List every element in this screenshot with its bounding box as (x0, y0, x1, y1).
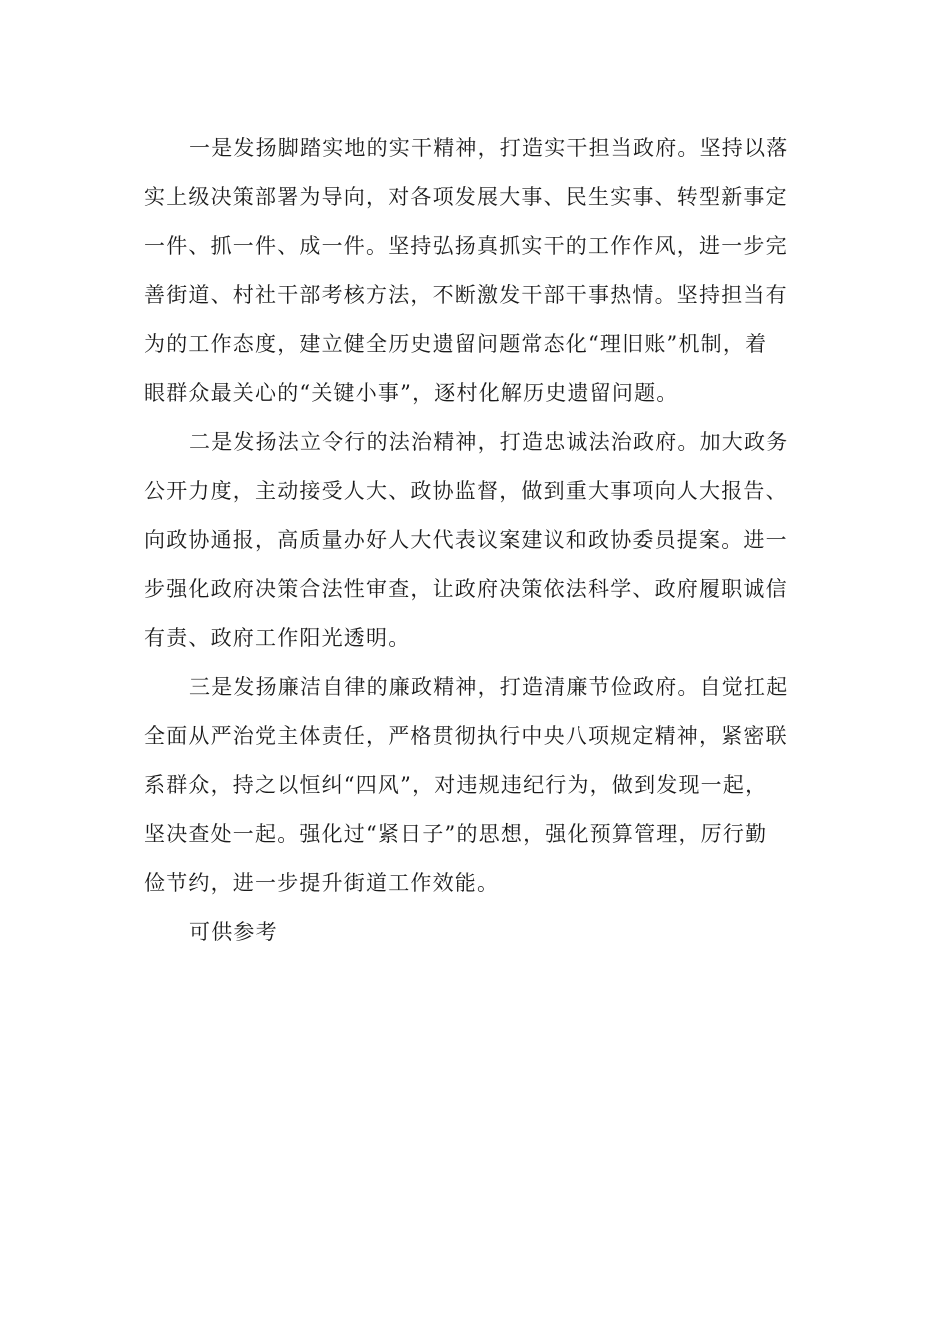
paragraph-line: 三是发扬廉洁自律的廉政精神，打造清廉节俭政府。自觉扛起 (189, 675, 789, 699)
paragraph-line: 俭节约，进一步提升街道工作效能。 (144, 871, 500, 895)
paragraph-line: 公开力度，主动接受人大、政协监督，做到重大事项向人大报告、 (144, 479, 788, 503)
paragraph-line: 二是发扬法立令行的法治精神，打造忠诚法治政府。加大政务 (189, 430, 789, 454)
paragraph-line: 步强化政府决策合法性审查，让政府决策依法科学、政府履职诚信 (144, 577, 788, 601)
paragraph-line: 系群众，持之以恒纠“四风”，对违规违纪行为，做到发现一起， (144, 773, 768, 797)
paragraph-line: 全面从严治党主体责任，严格贯彻执行中央八项规定精神，紧密联 (144, 724, 788, 748)
paragraph-1 (144, 124, 794, 418)
paragraph-line: 一是发扬脚踏实地的实干精神，打造实干担当政府。坚持以落 (189, 136, 789, 160)
paragraph-line: 有责、政府工作阳光透明。 (144, 626, 411, 650)
paragraph-2 (144, 418, 794, 663)
paragraph-line: 实上级决策部署为导向，对各项发展大事、民生实事、转型新事定 (144, 185, 788, 209)
document-body (144, 124, 794, 957)
paragraph-line: 眼群众最关心的“关键小事”，逐村化解历史遗留问题。 (144, 381, 679, 405)
paragraph-line: 一件、抓一件、成一件。坚持弘扬真抓实干的工作作风，进一步完 (144, 234, 788, 258)
paragraph-line: 为的工作态度，建立健全历史遗留问题常态化“理旧账”机制，着 (144, 332, 768, 356)
paragraph-3 (144, 663, 794, 908)
closing-note (144, 908, 794, 957)
paragraph-line: 坚决查处一起。强化过“紧日子”的思想，强化预算管理，厉行勤 (144, 822, 768, 846)
closing-note-text: 可供参考 (189, 920, 278, 944)
paragraph-line: 善街道、村社干部考核方法，不断激发干部干事热情。坚持担当有 (144, 283, 788, 307)
paragraph-line: 向政协通报，高质量办好人大代表议案建议和政协委员提案。进一 (144, 528, 788, 552)
